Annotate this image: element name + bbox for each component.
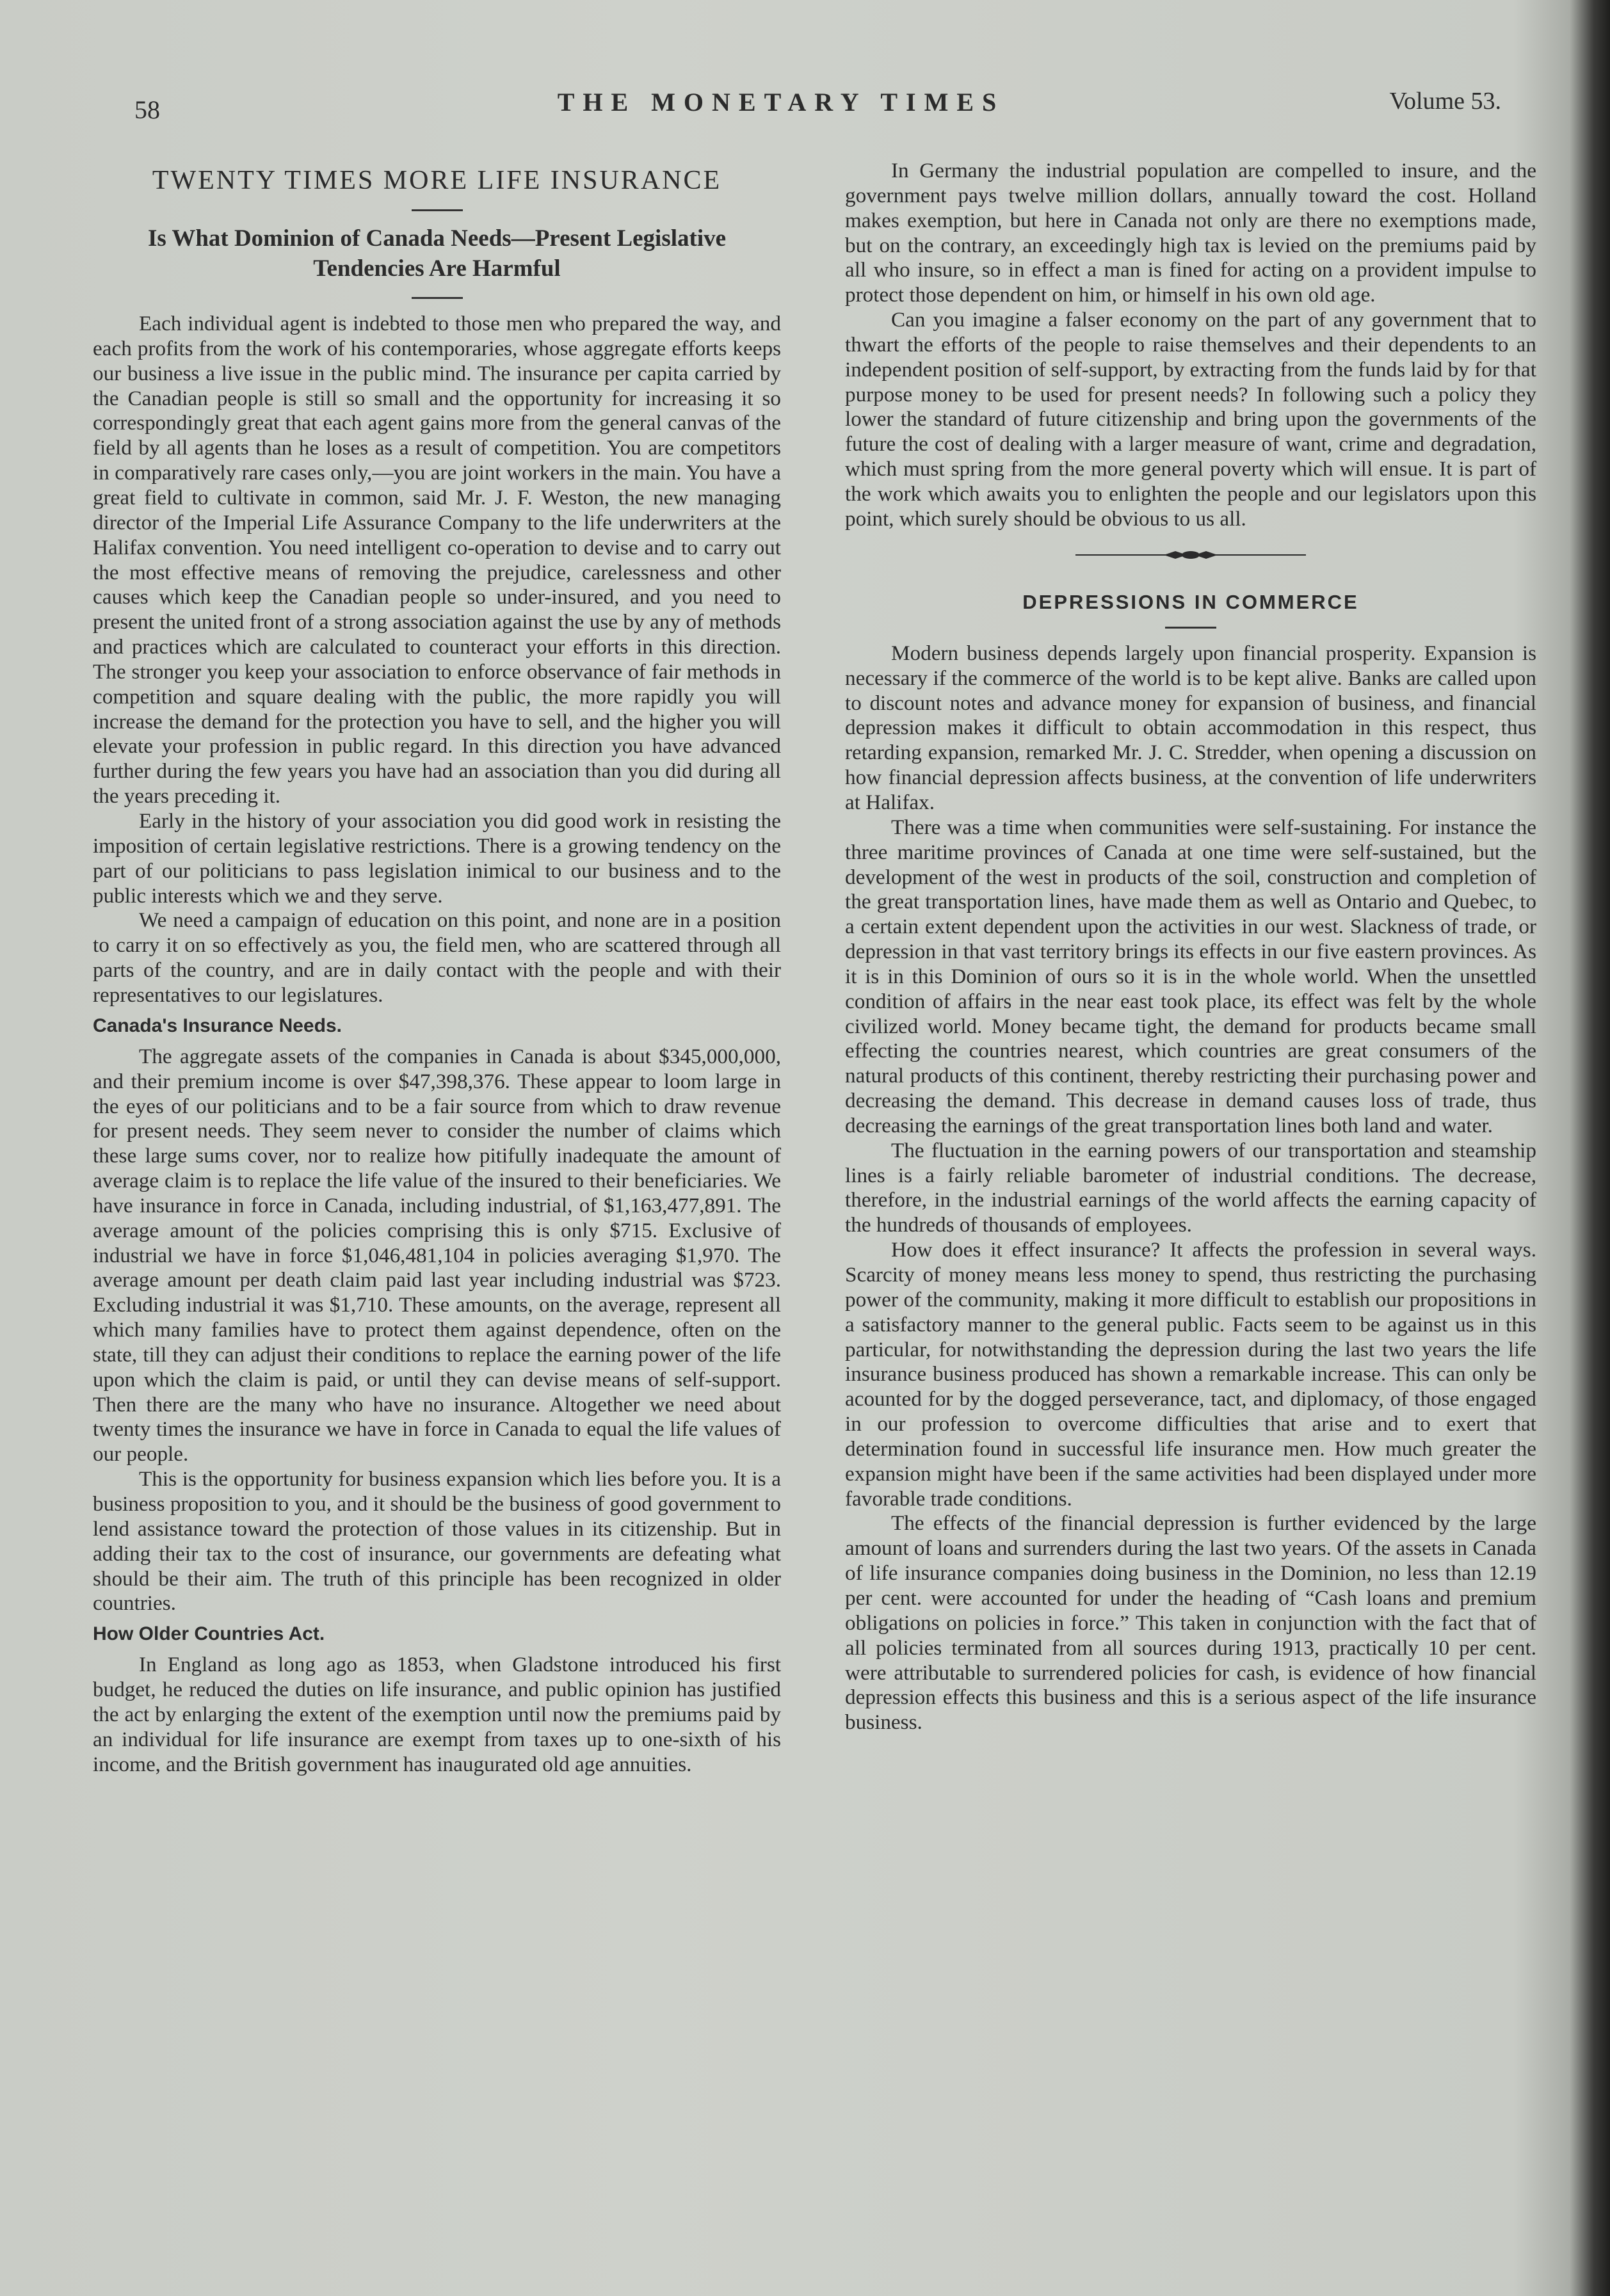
article-paragraph: Early in the history of your association you did good work in resisting the imposition of certain legislative restrictions. There is a growing tendency on the part of our politicians to pass legislation inimical to our business and to the public interests which we and they serve. [93,808,781,908]
volume-label: Volume 53. [1389,88,1501,115]
article-paragraph: Modern business depends largely upon financial prosperity. Expansion is necessary if the commerce of the world is to be kept alive. Banks are called upon to discount notes and advance money for expansion of business, and financial depression makes it difficult to obtain accommodation in this respect, thus retarding expansion, remarked Mr. J. C. Stredder, when opening a discussion on how financial depression affects business, at the convention of life underwriters at Halifax. [845,641,1536,814]
article-paragraph: The fluctuation in the earning powers of our transportation and steamship lines is a fairly reliable barometer of industrial conditions. The decrease, therefore, in the industrial earnings of the world affects the earning capacity of the hundreds of thousands of employees. [845,1138,1536,1237]
title-rule [1165,627,1216,629]
article-title: TWENTY TIMES MORE LIFE INSURANCE [152,166,722,195]
ornament-divider-icon [1075,547,1306,563]
article-paragraph: Can you imagine a falser economy on the part of any government that to thwart the efforts of the people to raise themselves and their dependents to an independent position of self-support, by extracting from the funds laid by for that purpose money to be used for present needs? In following such a policy they lower the standard of future citizenship and bring upon the governments of the future the cost of dealing with a larger measure of want, crime and degradation, which must spring from the more general poverty which will ensue. It is part of the work which awaits you to enlighten the people and our legislators upon this point, which surely should be obvious to us all. [845,308,1536,531]
article-paragraph: Each individual agent is indebted to those men who prepared the way, and each profits from the work of his contemporaries, whose aggregate efforts keeps our business a live issue in the public mind. The insurance per capita carried by the Canadian people is still so small and the opportunity for increasing it so correspondingly great that each agent gains more from the general canvas of the field by all agents than he loses as a result of competition. You are competitors in comparatively rare cases only,—you are joint workers in the main. You have a great field to cultivate in common, said Mr. J. F. Weston, the new managing director of the Imperial Life Assurance Company to the life underwriters at the Halifax convention. You need intelligent co-operation to devise and to carry out the most effective means of removing the prejudice, carelessness and other causes which keep the Canadian people so under-insured, and you need to present the united front of a strong association against the use by any of methods and practices which are calculated to counteract your efforts in this direction. The stronger you keep your association to enforce observance of fair methods in competition and square dealing with the public, the more rapidly you will increase the demand for the protection you have to sell, and the higher you will elevate your profession in public regard. In this direction you have advanced further during the few years you have had an association than you did during all the years preceding it. [93,312,781,808]
article-title: DEPRESSIONS IN COMMERCE [1022,590,1359,613]
subtitle-rule [412,297,463,299]
section-heading: Canada's Insurance Needs. [93,1015,342,1036]
article-subtitle: Is What Dominion of Canada Needs—Present Legislative Tendencies Are Harmful [147,225,727,282]
left-column [93,160,781,1778]
article-paragraph: We need a campaign of education on this point, and none are in a position to carry it on so effectively as you, the field men, who are scattered through all parts of the country, and are in daily contact with the people and with their representatives to our legislatures. [93,908,781,1007]
page-number: 58 [134,95,160,124]
article-paragraph: The aggregate assets of the companies in Canada is about $345,000,000, and their premium income is over $47,398,376. These appear to loom large in the eyes of our politicians and to be a fair source from which to draw revenue for present needs. They seem never to consider the number of claims which these large sums cover, nor to realize how pitifully inadequate the amount of average claim is to replace the life value of the insured to their beneficiaries. We have insurance in force in Canada, including industrial, of $1,163,477,891. The average amount of the policies comprising this is only $715. Exclusive of industrial we have in force $1,046,481,104 in policies averaging $1,970. The average amount per death claim paid last year including industrial was $723. Excluding industrial it was $1,710. These amounts, on the average, represent all which many families have to protect them against dependence, often on the state, till they can adjust their conditions to replace the earning power of the life upon which the claim is paid, or until they can devise means of self-support. Then there are the many who have no insurance. Altogether we need about twenty times the insurance we have in force in Canada to equal the life values of our people. [93,1044,781,1466]
article-paragraph: The effects of the financial depression is further evidenced by the large amount of loans and surrenders during the last two years. Of the assets in Canada of life insurance companies doing business in the Dominion, no less than 12.19 per cent. were accounted for under the heading of “Cash loans and premium obligations on policies in force.” This taken in conjunction with the fact that of all policies terminated from all sources during 1913, practically 10 per cent. were attributable to surrendered policies for cash, is evidence of how financial depression effects this business and this is a serious aspect of the life insurance business. [845,1511,1536,1735]
section-heading: How Older Countries Act. [93,1623,325,1645]
title-rule [412,209,463,211]
article-paragraph: How does it effect insurance? It affects the profession in several ways. Scarcity of money means less money to spend, thus restricting the purchasing power of the community, making it more difficult to establish our propositions in a satisfactory manner to the general public. Facts seem to be against us in this particular, for notwithstanding the depression during the last two years the life insurance business produced has shown a remarkable increase. This can only be acounted for by the dogged perseverance, tact, and diplomacy, of those engaged in our profession to overcome difficulties that arise and to exert that determination found in successful life insurance men. How much greater the expansion might have been if the same activities had been displayed under more favorable trade conditions. [845,1238,1536,1511]
article-paragraph: In England as long ago as 1853, when Gladstone introduced his first budget, he reduced the duties on life insurance, and public opinion has justified the act by enlarging the extent of the exemption until now the premiums paid by an individual for life insurance are exempt from taxes up to one-sixth of his income, and the British government has inaugurated old age annuities. [93,1653,781,1776]
article-paragraph: There was a time when communities were self-sustaining. For instance the three maritime provinces of Canada at one time were self-sustained, but the development of the west in products of the soil, construction and completion of the great transportation lines, have made them as well as Ontario and Quebec, to a certain extent dependent upon the activities in our west. Slackness of trade, or depression in that vast territory brings its effects in our five eastern provinces. As it is in this Dominion of ours so it is in the whole world. When the unsettled condition of affairs in the near east took place, its effect was felt by the whole civilized world. Money became tight, the demand for products became small effecting the countries nearest, which countries are great consumers of the natural products of this continent, thereby restricting their purchasing power and decreasing the demand. This decrease in demand causes loss of trade, thus decreasing the earnings of the great transportation lines both land and water. [845,815,1536,1137]
article-paragraph: In Germany the industrial population are compelled to insure, and the government pays twelve million dollars, annually toward the cost. Holland makes exemption, but here in Canada not only are there no exemptions made, but on the contrary, an exceedingly high tax is levied on the premiums paid by all who insure, so in effect a man is fined for acting on a provident impulse to protect those dependent on him, or himself in his own old age. [845,159,1536,307]
journal-title: THE MONETARY TIMES [557,88,1005,116]
page-header [0,83,1562,122]
article-paragraph: This is the opportunity for business expansion which lies before you. It is a business proposition to you, and it should be the business of good government to lend assistance toward the protection of those values in its citizenship. But in adding their tax to the cost of insurance, our governments are defeating what should be their aim. The truth of this principle has been recognized in older countries. [93,1467,781,1616]
right-column [845,159,1536,1735]
